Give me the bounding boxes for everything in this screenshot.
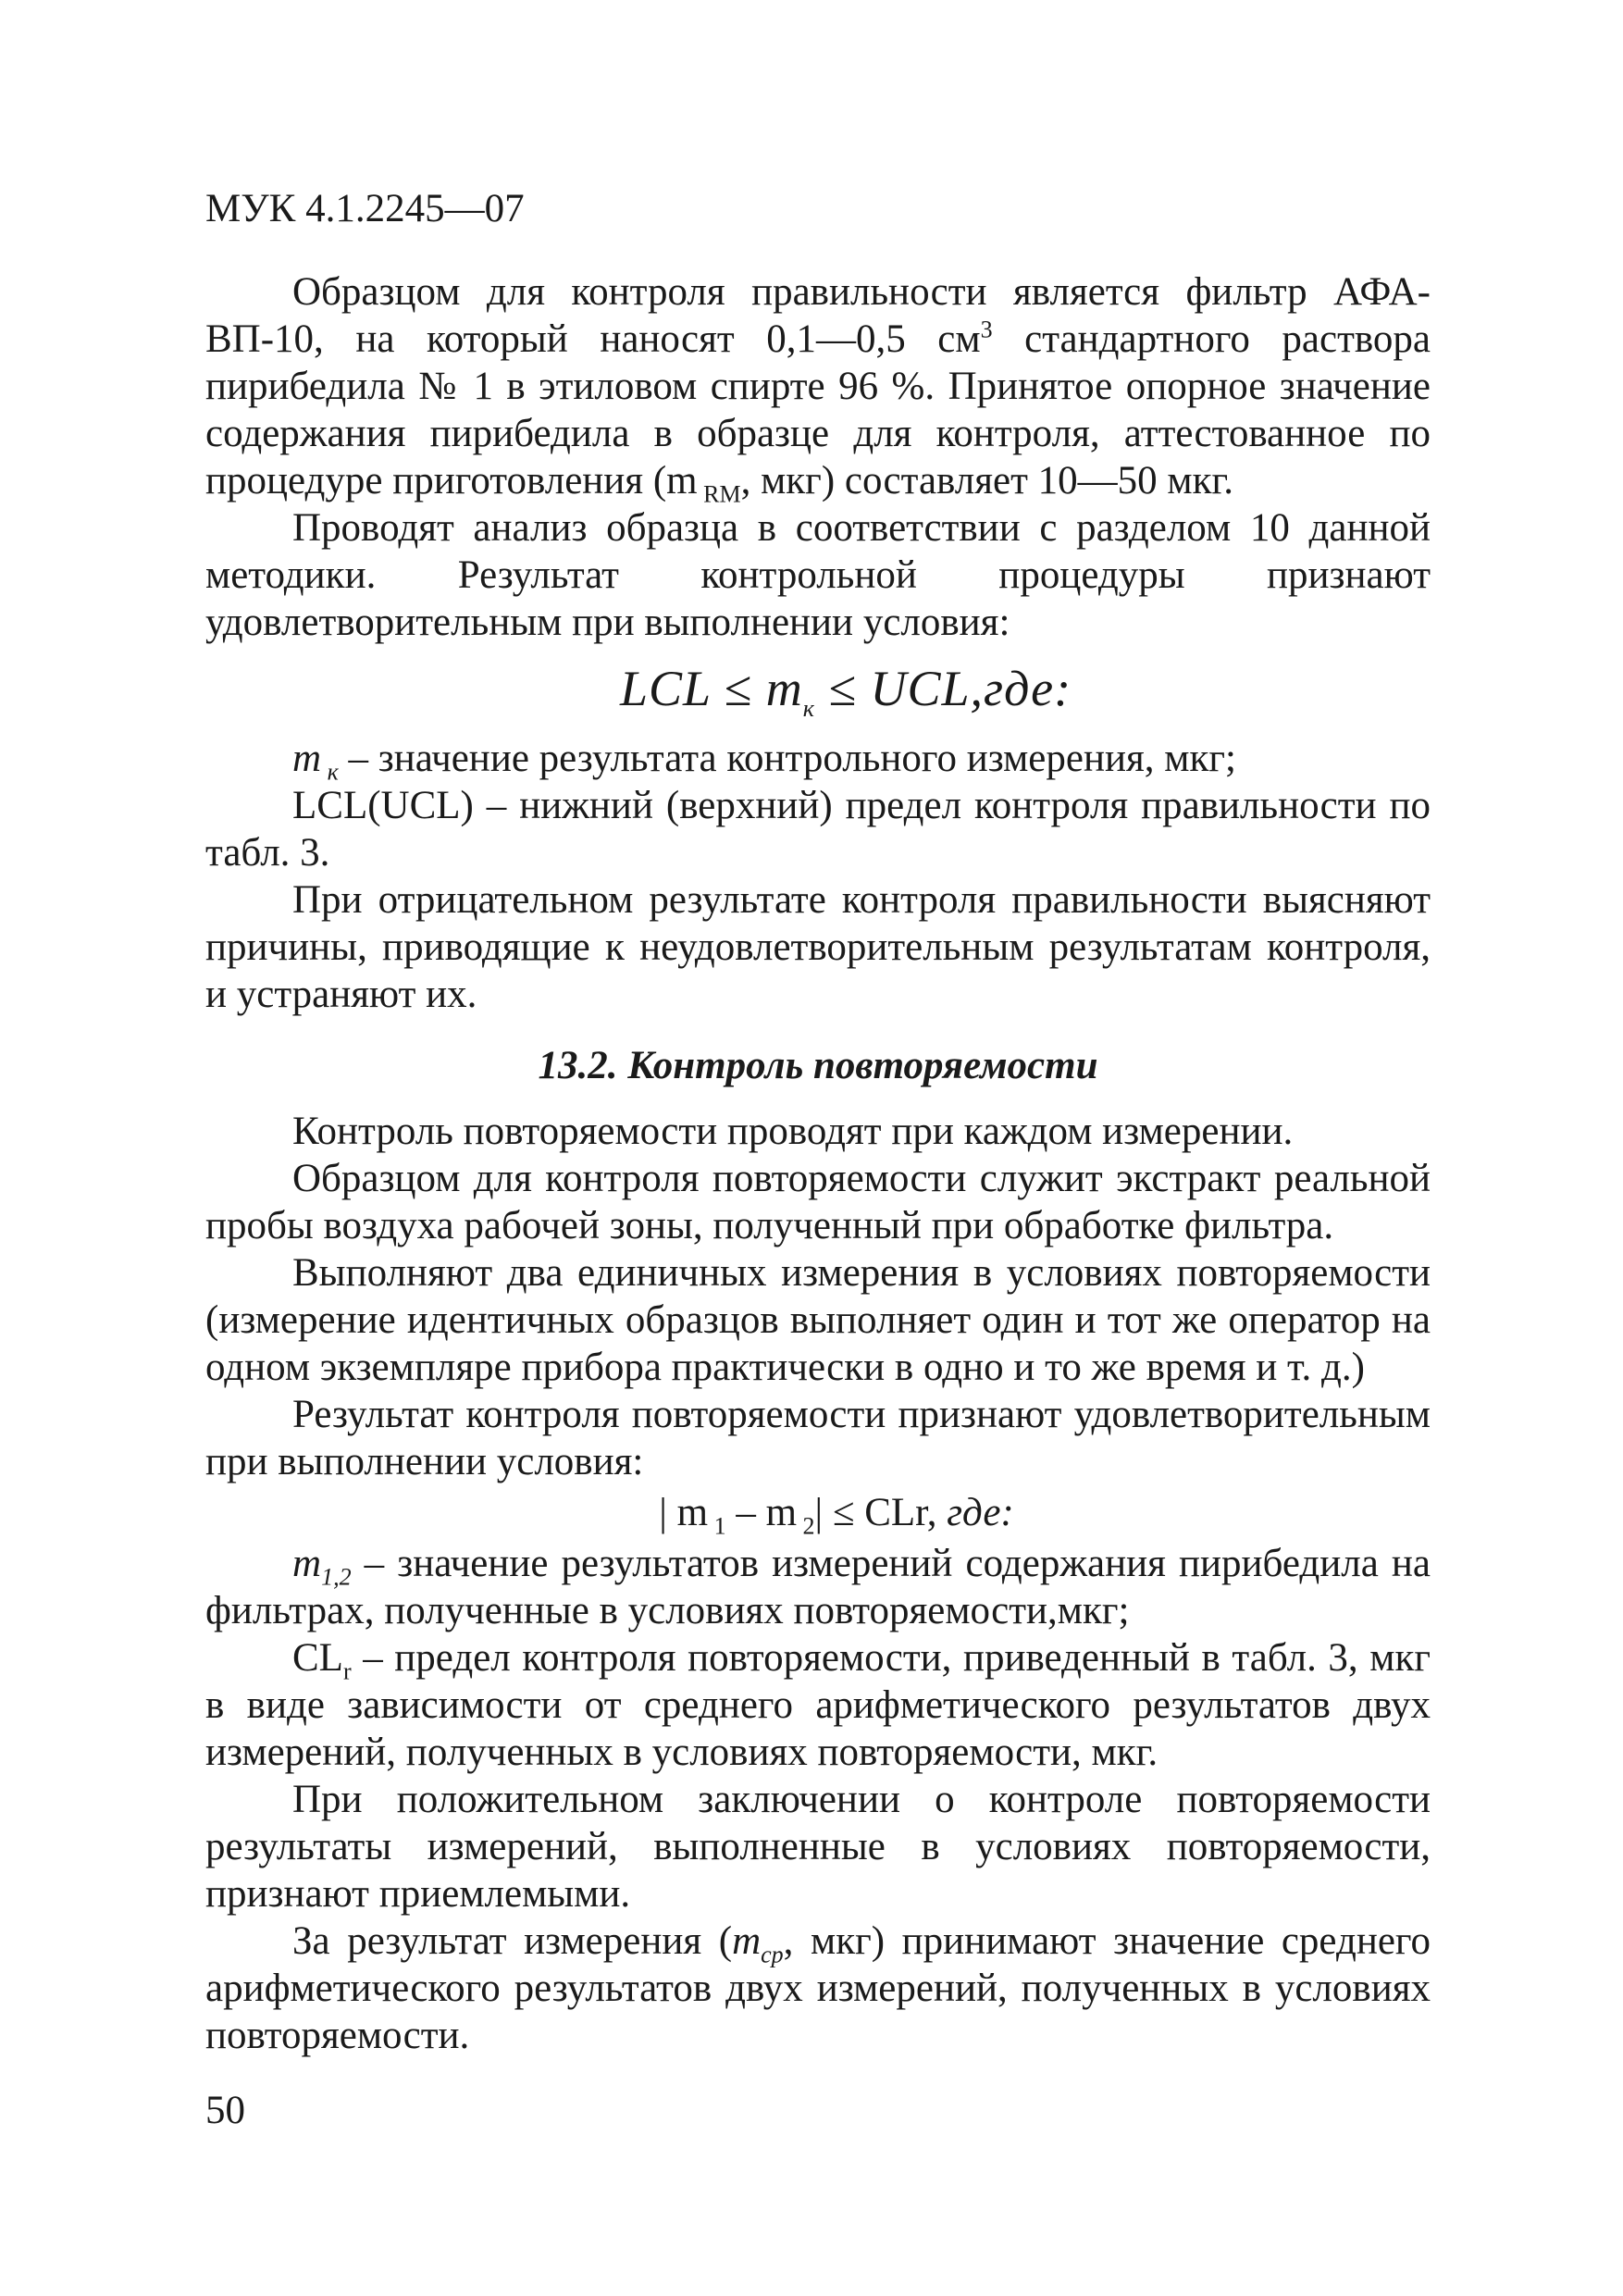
document-code-header: МУК 4.1.2245—07 [205,187,525,230]
definition-clr [205,1634,1431,1776]
def3-subscript: 1,2 [321,1563,352,1591]
p1-text-b: стандартного раствора пирибедила № 1 в этиловом спирте 96 %. Принятое опорное значение содержания пирибедила в образце для контроля, аттестованное по процедуре приготовления (m [205,317,1431,503]
formula-le-1: ≤ [711,661,766,716]
paragraph-negative-result: При отрицательном результате контроля правильности выясняют причины, приводящие к неудовлетворительным результатам контроля, и устраняют их. [205,878,1431,1016]
formula2-sub2: 2 [797,1512,815,1540]
p1-text-a: Образцом для контроля правильности является фильтр АФА-ВП-10, на который наносят 0,1—0,5 см [205,270,1431,361]
formula2-sub1: 1 [708,1512,726,1540]
formula2-close: | ≤ CLr, [814,1491,948,1534]
def4-symbol: CL [292,1636,343,1680]
definition-mk [205,735,1431,786]
p9-symbol: m [732,1919,762,1963]
formula-m-subscript: к [802,694,815,722]
formula-repeatability [205,1489,1431,1540]
paragraph-analysis: Проводят анализ образца в соответствии с разделом 10 данной методики. Результат контрольной процедуры признают удовлетворительным при выполнении условия: [205,506,1431,644]
formula-m: m [765,661,803,716]
formula-colon: : [1054,661,1072,716]
formula2-minus: – m [725,1491,798,1534]
p1-subscript: RM [697,480,741,508]
def1-symbol: m [292,737,322,780]
paragraph-repeatability-sample: Образцом для контроля повторяемости служит экстракт реальной пробы воздуха рабочей зоны, полученный при обработке фильтра. [205,1157,1431,1247]
p9-text-a: За результат измерения ( [292,1919,733,1963]
p1-superscript: 3 [980,316,993,343]
formula2-open: | m [659,1491,709,1534]
section-title-repeatability: 13.2. Контроль повторяемости [538,1044,1098,1087]
page-number: 50 [205,2089,245,2132]
paragraph-two-measurements: Выполняют два единичных измерения в условиях повторяемости (измерение идентичных образцов выполняет один и тот же оператор на одном экземпляре прибора практически в одно и то же время и т. д.) [205,1251,1431,1389]
p9-text-b: , мкг) принимают значение среднего арифметического результатов двух измерений, полученных в условиях повторяемости. [205,1919,1431,2057]
def1-text: – значение результата контрольного измерения, мкг; [338,737,1236,780]
def3-text: – значение результатов измерений содержания пирибедила на фильтрах, полученные в условиях повторяемости,мкг; [205,1542,1431,1632]
formula-le-2: ≤ [814,661,871,716]
formula2-gde: где: [947,1491,1014,1534]
def4-text: – предел контроля повторяемости, приведенный в табл. 3, мкг в виде зависимости от среднего арифметического результатов двух измерений, полученных в условиях повторяемости, мкг. [205,1636,1431,1774]
formula-lcl: LCL [619,661,712,716]
definition-lcl-ucl: LCL(UCL) – нижний (верхний) предел контроля правильности по табл. 3. [205,784,1431,875]
document-body [205,268,1431,2059]
paragraph-measurement-result [205,1917,1431,2059]
paragraph-positive-conclusion: При положительном заключении о контроле повторяемости результаты измерений, выполненные в условиях повторяемости, признают приемлемыми. [205,1778,1431,1916]
p9-subscript: ср [761,1941,784,1968]
p1-text-c: , мкг) составляет 10—50 мкг. [740,459,1234,503]
formula-lcl-ucl [205,659,1431,722]
formula-ucl: UCL,где [870,661,1055,716]
paragraph-repeatability-each: Контроль повторяемости проводят при каждом измерении. [292,1110,1294,1153]
def4-subscript: r [342,1657,352,1685]
def3-symbol: m [292,1542,322,1585]
def1-subscript: к [321,758,339,786]
definition-m12 [205,1540,1431,1634]
paragraph-repeatability-result: Результат контроля повторяемости признают удовлетворительным при выполнении условия: [205,1393,1431,1483]
paragraph-control-sample [205,268,1431,508]
